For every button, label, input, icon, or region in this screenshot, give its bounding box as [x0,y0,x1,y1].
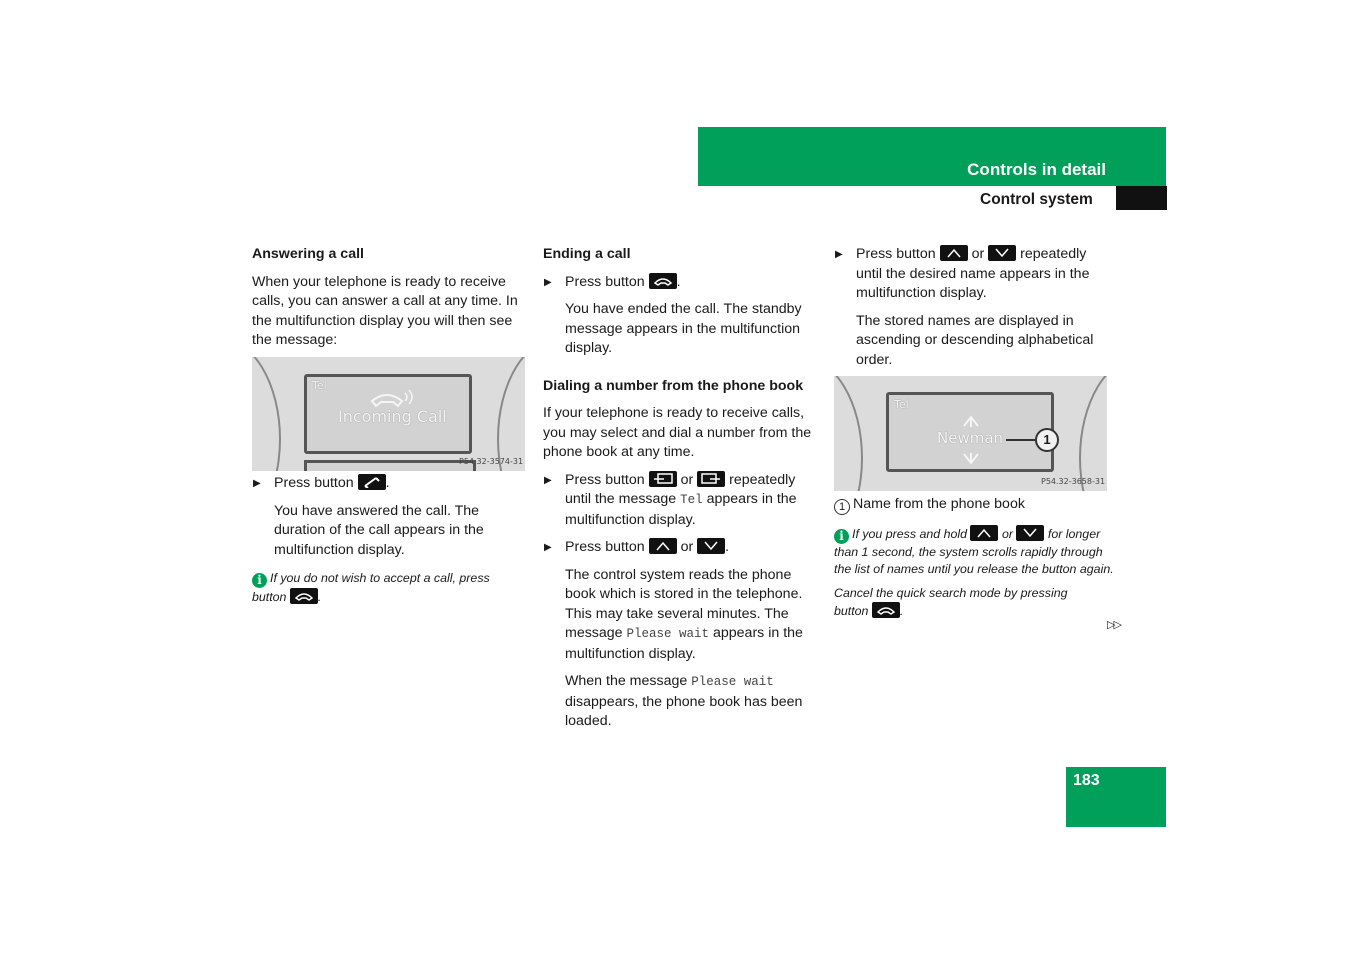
column-2 [543,245,818,732]
page-forward-key-icon [697,471,725,487]
step-scroll: ▶ Press button or . [543,538,818,558]
bullet-arrow-icon: ▶ [544,542,552,553]
tel-message: Tel [680,493,703,507]
heading-ending-call: Ending a call [543,246,631,262]
end-call-result: You have ended the call. The standby message appears in the multifunction display. [565,301,802,356]
answer-result: You have answered the call. The duration of the call appears in the multifunction display. [274,502,484,558]
phonebook-read-result: The control system reads the phone book which is stored in the telephone. This may take several minutes. The message Please wait appears in the multifunction display. [565,566,803,662]
note-cancel-search: Cancel the quick search mode by pressing button . [834,586,1068,618]
column-3-lower [834,495,1114,620]
incoming-call-display-image [252,357,525,471]
up-key-icon [940,245,968,261]
callout-line [1006,439,1036,441]
end-call-key-icon [649,273,677,289]
up-arrow-icon [961,414,981,428]
phonebook-loaded-result: When the message Please wait disappears, the phone book has been loaded. [565,673,803,729]
bullet-arrow-icon: ▶ [253,478,261,489]
page-number-box [1066,767,1166,827]
info-icon: i [834,529,849,544]
answer-call-key-icon [358,474,386,490]
up-key-icon [649,538,677,554]
phonebook-display-image [834,376,1107,491]
subsection-title: Control system [980,191,1093,208]
down-key-icon [988,245,1016,261]
step-select-name: ▶ Press button or repeatedly until the desired name appears in the multifunction display. [835,246,1090,301]
column-1-lower [252,474,526,606]
end-call-key-icon [290,588,318,604]
down-key-icon [697,538,725,554]
display-tel-label: Tel [312,379,327,392]
heading-answering-call: Answering a call [252,246,364,262]
header-band [698,127,1166,186]
please-wait-message: Please wait [626,627,710,641]
display-incoming-call-text: Incoming Call [338,407,447,426]
legend-item: 1 Name from the phone book [834,495,1114,515]
end-call-key-icon [872,602,900,618]
bullet-arrow-icon: ▶ [544,276,552,288]
column-3 [834,245,1106,370]
bullet-arrow-icon: ▶ [544,474,552,486]
bullet-arrow-icon: ▶ [835,249,843,260]
header-marker [1116,186,1167,210]
heading-dialing: Dialing a number from the phone book [543,377,804,394]
step-end-call: ▶ Press button . [543,273,818,293]
note-fast-scroll: i If you press and hold or for longer than 1 second, the system scrolls rapidly through the list of names until you release the button again. [834,527,1114,576]
down-arrow-icon [961,452,981,466]
up-key-icon [970,525,998,541]
page-back-key-icon [649,471,677,487]
step-select-tel: ▶ Press button or repeatedly until the message Tel appears in the multifunction display. [544,471,797,528]
dialing-intro: If your telephone is ready to receive calls, you may select and dial a number from the phone book at any time. [543,405,812,460]
answering-intro: When your telephone is ready to receive calls, you can answer a call at any time. In the multifunction display you will then see the message: [252,273,518,348]
names-order-result: The stored names are displayed in ascending or descending alphabetical order. [856,312,1094,368]
note-decline: i If you do not wish to accept a call, press button . [252,571,490,604]
callout-marker: 1 [1035,428,1059,452]
step-answer: ▶ Press button . [252,474,526,494]
continue-arrow-icon: ▷▷ [1107,619,1120,631]
info-icon: i [252,573,267,588]
display-newman-text: Newman [937,429,1004,447]
column-1 [252,245,526,351]
image-code: P54.32-3658-31 [1041,477,1106,486]
down-key-icon [1016,525,1044,541]
section-title: Controls in detail [967,160,1106,179]
image-code: P54.32-3574-31 [459,457,524,466]
page-number: 183 [1073,772,1100,789]
please-wait-message: Please wait [691,675,774,689]
display-tel-label: Tel [894,398,909,411]
legend-number: 1 [834,499,850,515]
